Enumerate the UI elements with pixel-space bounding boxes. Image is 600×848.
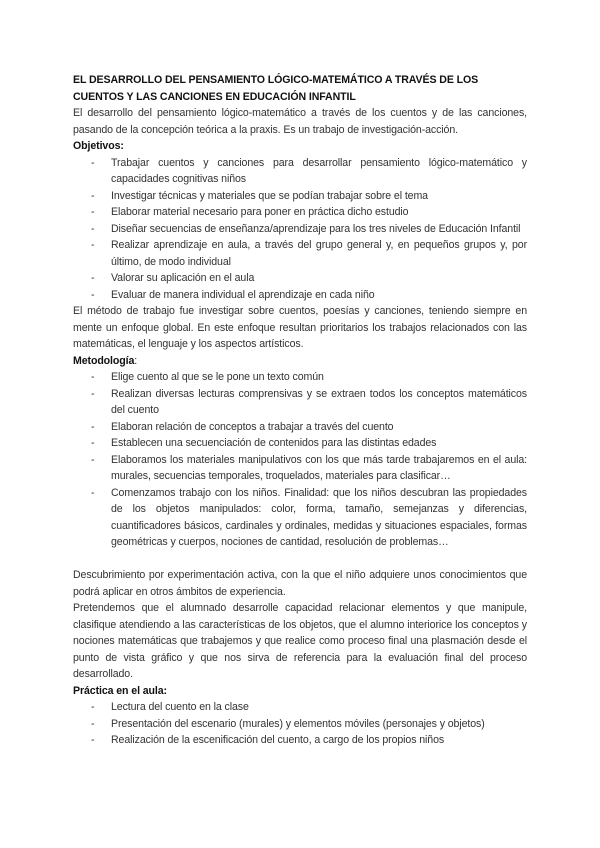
objetivos-heading: Objetivos:: [73, 140, 124, 152]
heading-colon: :: [134, 354, 138, 367]
list-item-text: Lectura del cuento en la clase: [111, 701, 249, 713]
bullet-dash: -: [91, 288, 95, 301]
list-item-text: Elaboran relación de conceptos a trabajar a través del cuento: [111, 420, 394, 433]
list-item: [73, 716, 527, 733]
list-item-text: Realización de la escenificación del cuento, a cargo de los propios niños: [111, 734, 445, 746]
list-item-text: Elaboramos los materiales manipulativos con los que más tarde trabajaremos en el aula: murales, secuencias temporales, troquelados, materiales para clasificar…: [111, 453, 527, 482]
bullet-dash: -: [91, 486, 95, 499]
list-item: [73, 699, 527, 716]
metodologia-list: [73, 369, 527, 551]
bullet-dash: -: [91, 206, 95, 218]
descubrimiento-paragraph: Descubrimiento por experimentación activa, con la que el niño adquiere unos conocimientos que podrá aplicar en otros ámbitos de experiencia.: [73, 569, 527, 598]
bullet-dash: -: [91, 734, 95, 746]
list-item: [73, 732, 527, 749]
objetivos-list: [73, 155, 527, 304]
document-page: [73, 72, 527, 749]
bullet-dash: -: [91, 156, 95, 169]
bullet-dash: -: [91, 222, 95, 235]
intro-paragraph: El desarrollo del pensamiento lógico-matemático a través de los cuentos y de las canciones, pasando de la concepción teórica a la praxis. Es un trabajo de investigación-acción.: [73, 107, 527, 136]
spacer: [73, 551, 527, 568]
metodologia-heading-line: [73, 353, 527, 370]
list-item-text: Valorar su aplicación en el aula: [111, 272, 255, 284]
list-item: [73, 452, 527, 485]
list-item: [73, 435, 527, 452]
practica-heading: Práctica en el aula:: [73, 684, 167, 697]
practica-list: [73, 699, 527, 749]
metodo-paragraph: El método de trabajo fue investigar sobre cuentos, poesías y canciones, teniendo siempre en mente un enfoque global. En este enfoque resultan prioritarios los trabajos relacionados con las matemáticas, el lenguaje y los aspectos artísticos.: [73, 305, 527, 350]
bullet-dash: -: [91, 701, 95, 713]
list-item-text: Elige cuento al que se le pone un texto común: [111, 371, 324, 383]
list-item: [73, 287, 527, 304]
list-item-text: Investigar técnicas y materiales que se podían trabajar sobre el tema: [111, 189, 428, 202]
list-item-text: Realizan diversas lecturas comprensivas y se extraen todos los conceptos matemáticos del cuento: [111, 387, 527, 416]
list-item-text: Trabajar cuentos y canciones para desarrollar pensamiento lógico-matemático y capacidades cognitivas niños: [111, 156, 527, 185]
bullet-dash: -: [91, 189, 95, 202]
list-item: [73, 204, 527, 221]
bullet-dash: -: [91, 437, 95, 449]
bullet-dash: -: [91, 420, 95, 433]
list-item-text: Comenzamos trabajo con los niños. Finalidad: que los niños descubran las propiedades de los objetos manipulados: color, forma, tamaño, semejanzas y diferencias, cuantificadores básicos, cardinales y ordinales, medidas y situaciones espaciales, formas geométricas y cuerpos, nociones de cantidad, resolución de problemas…: [111, 486, 527, 548]
bullet-dash: -: [91, 272, 95, 284]
list-item-text: Establecen una secuenciación de contenidos para las distintas edades: [111, 437, 437, 449]
list-item: [73, 155, 527, 188]
list-item: [73, 419, 527, 436]
metodologia-heading: Metodología: [73, 354, 135, 367]
list-item-text: Elaborar material necesario para poner en práctica dicho estudio: [111, 206, 409, 218]
document-title: EL DESARROLLO DEL PENSAMIENTO LÓGICO-MATEMÁTICO A TRAVÉS DE LOS CUENTOS Y LAS CANCIONES EN EDUCACIÓN INFANTIL: [73, 74, 479, 103]
list-item: [73, 270, 527, 287]
bullet-dash: -: [91, 717, 95, 730]
list-item: [73, 485, 527, 551]
list-item: [73, 221, 527, 238]
pretendemos-paragraph: Pretendemos que el alumnado desarrolle capacidad relacionar elementos y que manipule, clasifique atendiendo a las características de los objetos, que el alumno interiorice los conceptos y nociones matemáticas que trabajemos y que realice como proceso final una plasmación desde el punto de vista gráfico y que nos sirva de referencia para la evaluación final del proceso desarrollado.: [73, 602, 527, 680]
bullet-dash: -: [91, 239, 95, 251]
list-item-text: Realizar aprendizaje en aula, a través del grupo general y, en pequeños grupos y, por último, de modo individual: [111, 239, 527, 268]
bullet-dash: -: [91, 371, 95, 383]
list-item-text: Presentación del escenario (murales) y elementos móviles (personajes y objetos): [111, 717, 485, 730]
bullet-dash: -: [91, 453, 95, 466]
list-item: [73, 188, 527, 205]
list-item-text: Diseñar secuencias de enseñanza/aprendizaje para los tres niveles de Educación Infantil: [111, 222, 521, 235]
list-item-text: Evaluar de manera individual el aprendizaje en cada niño: [111, 288, 375, 301]
bullet-dash: -: [91, 387, 95, 400]
list-item: [73, 237, 527, 270]
list-item: [73, 386, 527, 419]
list-item: [73, 369, 527, 386]
